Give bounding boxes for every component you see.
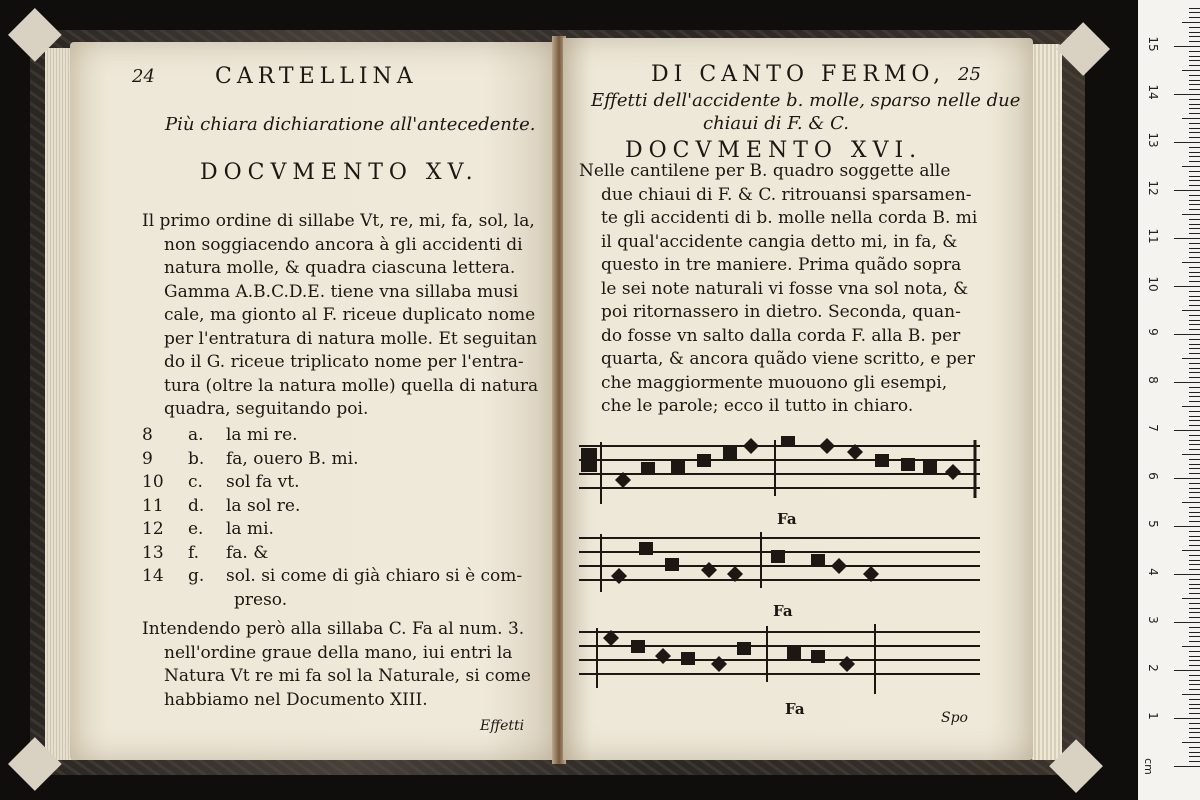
ruler-tick [1189,531,1200,532]
ruler-tick [1189,704,1200,705]
ruler-tick [1189,713,1200,714]
ruler-tick [1189,84,1200,85]
ruler-tick [1189,737,1200,738]
ruler-tick [1189,51,1200,52]
ruler-tick [1189,123,1200,124]
list-item [142,424,522,448]
ruler-tick [1189,324,1200,325]
ruler-tick [1182,262,1200,263]
ruler-tick [1189,617,1200,618]
ruler-tick [1189,411,1200,412]
ruler-tick [1189,560,1200,561]
ruler-tick [1189,272,1200,273]
ruler-number: 15 [1146,36,1160,52]
ruler-tick [1189,651,1200,652]
ruler-tick [1189,516,1200,517]
ruler-tick [1174,478,1200,479]
ruler-tick [1189,459,1200,460]
document-heading: DOCVMENTO XVI. [625,138,923,163]
ruler-tick [1189,152,1200,153]
list-item [142,448,522,472]
text-line: habbiamo nel Documento XIII. [164,689,428,710]
ruler-tick [1189,320,1200,321]
ruler-tick [1189,680,1200,681]
running-head: CARTELLINA [215,64,418,89]
ruler-number: 5 [1146,520,1160,528]
ruler-tick [1189,387,1200,388]
ruler-tick [1189,296,1200,297]
ruler-tick [1189,564,1200,565]
ruler-tick [1182,166,1200,167]
ruler-tick [1189,536,1200,537]
text-line: due chiaui di F. & C. ritrouansi sparsamen- [601,184,972,205]
text-line: quadra, seguitando poi. [164,399,369,419]
list-number: 10 [142,472,164,492]
text-line: cale, ma gionto al F. riceue duplicato nome [164,305,536,325]
ruler-tick [1189,507,1200,508]
ruler-tick [1189,521,1200,522]
ruler-tick [1182,310,1200,311]
ruler-tick [1189,128,1200,129]
ruler-tick [1189,545,1200,546]
ruler-tick [1189,435,1200,436]
ruler-number: 11 [1146,228,1160,244]
list-item [142,542,522,566]
text-line: natura molle, & quadra ciascuna lettera. [164,258,516,278]
ruler-tick [1182,118,1200,119]
text-line: Gamma A.B.C.D.E. tiene vna sillaba musi [164,281,519,302]
ruler-tick [1189,12,1200,13]
ruler-tick [1189,464,1200,465]
ruler-tick [1189,108,1200,109]
ruler-tick [1189,329,1200,330]
list-letter: d. [188,495,205,516]
ruler-tick [1189,99,1200,100]
ruler-number: 4 [1146,568,1160,576]
page-number: 24 [132,66,155,87]
text-line: nell'ordine graue della mano, iui entri la [164,642,513,663]
ruler-tick [1189,752,1200,753]
ruler-tick [1189,372,1200,373]
ruler-tick [1182,646,1200,647]
ruler-tick [1189,353,1200,354]
ruler-tick [1182,502,1200,503]
text-line: questo in tre maniere. Prima quãdo sopra [601,255,962,275]
list-continuation: preso. [234,589,288,610]
ruler-tick [1189,291,1200,292]
list-text: la sol re. [226,495,301,516]
ruler-unit: cm [1141,758,1155,775]
ruler-tick [1189,440,1200,441]
text-line: Il primo ordine di sillabe Vt, re, mi, fa, sol, la, [142,211,535,231]
ruler-tick [1189,80,1200,81]
ruler-tick [1189,224,1200,225]
paragraph [142,210,538,422]
music-staff-3 [575,622,985,694]
ruler-tick [1189,632,1200,633]
ruler-tick [1189,248,1200,249]
ruler-tick [1189,252,1200,253]
ruler-tick [1189,636,1200,637]
ruler-tick [1189,675,1200,676]
ruler-tick [1189,723,1200,724]
right-page [563,38,1033,760]
ruler-number: 10 [1146,276,1160,292]
list-number: 14 [142,566,164,586]
list-number: 8 [142,425,153,445]
ruler-tick [1189,708,1200,709]
ruler-tick [1189,492,1200,493]
subtitle-line: chiaui di F. & C. [703,113,849,134]
ruler-tick [1189,339,1200,340]
ruler-tick [1189,228,1200,229]
text-line: Nelle cantilene per B. quadro soggette alle [579,161,951,181]
ruler-tick [1189,483,1200,484]
ruler-tick [1174,190,1200,191]
text-line: quarta, & ancora quãdo viene scritto, e per [601,349,975,369]
ruler-number: 14 [1146,84,1160,100]
ruler-tick [1189,588,1200,589]
ruler-tick [1189,300,1200,301]
ruler-tick [1189,401,1200,402]
list-text: fa. & [226,542,269,563]
list-number: 11 [142,495,164,516]
list-text: la mi. [226,519,274,539]
ruler-tick [1189,747,1200,748]
ruler-number: 8 [1146,376,1160,384]
catchword: Effetti [480,718,525,734]
ruler-tick [1189,396,1200,397]
ruler-tick [1174,718,1200,719]
solmization-list [142,424,522,612]
ruler-tick [1189,276,1200,277]
text-line: Natura Vt re mi fa sol la Naturale, si come [164,666,531,686]
ruler-tick [1189,756,1200,757]
ruler-tick [1182,550,1200,551]
ruler-tick [1189,257,1200,258]
text-line: che maggiormente muouono gli esempi, [601,372,948,393]
ruler-tick [1189,512,1200,513]
list-text: fa, ouero B. mi. [226,448,359,469]
ruler-tick [1189,267,1200,268]
ruler-tick [1189,219,1200,220]
ruler-tick [1174,334,1200,335]
list-item [142,518,522,542]
ruler-tick [1189,132,1200,133]
ruler-tick [1189,113,1200,114]
measurement-ruler [1138,0,1200,800]
ruler-tick [1189,732,1200,733]
ruler-tick [1174,94,1200,95]
ruler-tick [1189,420,1200,421]
ruler-tick [1174,430,1200,431]
ruler-tick [1189,761,1200,762]
music-staff-1 [575,436,985,508]
ruler-tick [1174,286,1200,287]
ruler-tick [1182,22,1200,23]
ruler-tick [1174,622,1200,623]
ruler-number: 2 [1146,664,1160,672]
ruler-tick [1189,56,1200,57]
ruler-tick [1189,75,1200,76]
ruler-tick [1189,204,1200,205]
ruler-tick [1189,89,1200,90]
ruler-tick [1189,104,1200,105]
ruler-tick [1189,540,1200,541]
text-line: le sei note naturali vi fosse vna sol nota, & [601,278,969,299]
document-heading: DOCVMENTO XV. [200,160,479,185]
list-letter: c. [188,472,203,492]
staff-label: Fa [785,700,805,718]
ruler-tick [1189,137,1200,138]
left-page [70,42,558,760]
list-letter: a. [188,425,204,445]
ruler-tick [1189,627,1200,628]
paragraph [579,160,977,419]
list-text: sol. si come di già chiaro si è com- [226,566,523,586]
ruler-tick [1174,46,1200,47]
subtitle: Più chiara dichiaratione all'antecedente. [165,114,536,135]
ruler-tick [1189,180,1200,181]
ruler-tick [1189,593,1200,594]
list-number: 9 [142,448,153,469]
ruler-tick [1189,468,1200,469]
text-line: poi ritornassero in dietro. Seconda, quan- [601,302,961,322]
ruler-tick [1189,209,1200,210]
list-item [142,565,522,589]
ruler-number: 3 [1146,616,1160,624]
ruler-tick [1189,281,1200,282]
ruler-tick [1189,665,1200,666]
ruler-number: 13 [1146,132,1160,148]
ruler-tick [1189,555,1200,556]
ruler-tick [1189,656,1200,657]
text-line: non soggiacendo ancora à gli accidenti di [164,234,523,255]
ruler-tick [1174,382,1200,383]
ruler-tick [1189,579,1200,580]
ruler-tick [1189,425,1200,426]
ruler-tick [1189,60,1200,61]
ruler-tick [1189,243,1200,244]
ruler-tick [1182,358,1200,359]
ruler-tick [1189,728,1200,729]
ruler-tick [1189,497,1200,498]
text-line: do il G. riceue triplicato nome per l'entra- [164,352,524,372]
ruler-tick [1182,742,1200,743]
ruler-tick [1189,185,1200,186]
ruler-tick [1182,406,1200,407]
ruler-tick [1182,70,1200,71]
list-item [142,471,522,495]
ruler-tick [1189,473,1200,474]
list-number: 12 [142,519,164,539]
ruler-tick [1189,147,1200,148]
ruler-tick [1189,200,1200,201]
list-letter: f. [188,542,200,563]
list-item [142,495,522,519]
ruler-tick [1189,584,1200,585]
running-head: DI CANTO FERMO, [651,62,946,87]
ruler-tick [1189,17,1200,18]
ruler-tick [1182,454,1200,455]
list-letter: e. [188,519,204,539]
ruler-tick [1189,660,1200,661]
ruler-number: 1 [1146,712,1160,720]
music-staff-2 [575,528,985,600]
list-text: sol fa vt. [226,472,300,492]
ruler-number: 7 [1146,424,1160,432]
ruler-tick [1174,142,1200,143]
right-fore-edge [1030,44,1062,760]
staff-label: Fa [777,510,797,528]
subtitle-line: Effetti dell'accidente b. molle, sparso nelle due [591,90,1021,111]
ruler-tick [1189,27,1200,28]
ruler-tick [1189,8,1200,9]
closing-paragraph [142,618,531,712]
ruler-tick [1189,689,1200,690]
ruler-tick [1189,161,1200,162]
ruler-number: 12 [1146,180,1160,196]
ruler-tick [1189,416,1200,417]
ruler-tick [1189,363,1200,364]
ruler-tick [1182,214,1200,215]
ruler-tick [1189,32,1200,33]
text-line: tura (oltre la natura molle) quella di natura [164,375,539,396]
ruler-tick [1174,574,1200,575]
ruler-tick [1189,368,1200,369]
ruler-tick [1174,670,1200,671]
clef-icon [581,448,597,472]
ruler-tick [1189,377,1200,378]
ruler-tick [1189,612,1200,613]
ruler-number: 6 [1146,472,1160,480]
ruler-tick [1189,315,1200,316]
ruler-tick [1189,41,1200,42]
page-number: 25 [958,64,981,85]
ruler-tick [1174,526,1200,527]
ruler-tick [1189,444,1200,445]
text-line: per l'entratura di natura molle. Et seguitan [164,328,538,349]
list-letter: b. [188,448,205,469]
list-number: 13 [142,542,164,563]
ruler-tick [1182,598,1200,599]
list-text: la mi re. [226,425,298,445]
staff-label: Fa [773,602,793,620]
ruler-tick [1189,699,1200,700]
ruler-tick [1174,766,1200,767]
text-line: do fosse vn salto dalla corda F. alla B. per [601,325,961,346]
text-line: te gli accidenti di b. molle nella corda B. mi [601,208,978,228]
ruler-tick [1189,603,1200,604]
ruler-tick [1189,305,1200,306]
ruler-tick [1189,684,1200,685]
text-line: Intendendo però alla sillaba C. Fa al num. 3. [142,619,525,639]
ruler-tick [1182,694,1200,695]
ruler-tick [1189,348,1200,349]
ruler-tick [1189,392,1200,393]
ruler-tick [1189,65,1200,66]
ruler-tick [1189,36,1200,37]
ruler-tick [1189,195,1200,196]
ruler-tick [1189,176,1200,177]
ruler-tick [1189,449,1200,450]
list-letter: g. [188,566,205,586]
ruler-tick [1189,156,1200,157]
ruler-number: 9 [1146,328,1160,336]
catchword: Spo [941,710,968,726]
ruler-tick [1174,238,1200,239]
ruler-tick [1189,641,1200,642]
text-line: che le parole; ecco il tutto in chiaro. [601,396,914,416]
ruler-tick [1189,488,1200,489]
ruler-tick [1189,233,1200,234]
ruler-tick [1189,569,1200,570]
text-line: il qual'accidente cangia detto mi, in fa, & [601,231,958,252]
ruler-tick [1189,608,1200,609]
ruler-tick [1189,344,1200,345]
ruler-tick [1189,171,1200,172]
